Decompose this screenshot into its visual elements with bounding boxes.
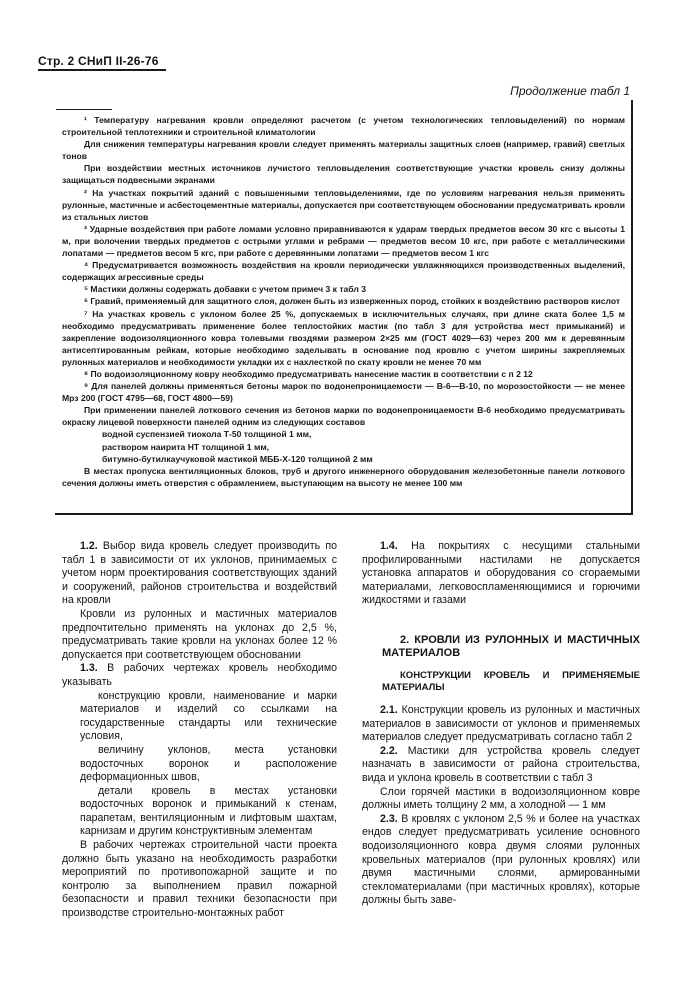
clause-1-3-text-2: В рабочих чертежах строительной части проекта должно быть указано на необходимость разработки мероприятий по противопожарной защите и по контролю за выполнением правил пожарной безопасности и правил техники безопасности при производстве строительно-монтажных работ — [62, 839, 337, 920]
clause-2-2 — [362, 745, 640, 786]
section-title: 2. КРОВЛИ ИЗ РУЛОННЫХ И МАСТИЧНЫХ МАТЕРИАЛОВ — [382, 633, 640, 659]
clause-1-2 — [62, 540, 337, 608]
footnote-5: ⁵ Мастики должны содержать добавки с учетом примеч 3 к табл 3 — [84, 284, 367, 295]
footnote-9-text-3: В местах пропуска вентиляционных блоков, труб и другого инженерного оборудования железобетонные панели лоткового сечения должны иметь отверстия с обрамлением, выступающим на высоту не менее 100 мм — [62, 465, 625, 488]
list-item: детали кровель в местах установки водосточных воронок и примыканий к стенам, парапетам, вентиляционным и лифтовым шахтам, карнизам и другим конструктивным элементам — [80, 784, 337, 838]
footnote-rule — [56, 109, 112, 110]
left-column — [62, 540, 337, 921]
right-column — [362, 540, 640, 908]
clause-number: 2.1. — [380, 703, 398, 716]
clause-number: 1.2. — [80, 540, 98, 552]
body-columns — [50, 540, 640, 980]
footnote-7: ⁷ На участках кровель с уклоном более 25 %, допускаемых в исключительных случаях, при длине ската более 1,5 м необходимо предусматривать применение более теплостойких мастик (по табл 3 для устройства мест примыканий) и закрепление водоизоляционного ковра толевыми гвоздями размером 2×25 мм (ГОСТ 4029—63) через 200 мм к деревянным антисептированным рейкам, которые необходимо заделывать в основание под кровлю с учетом ширины закрепляемых рулонных материалов и необходимости укладки их с нахлесткой по скату кровли не менее 70 мм — [62, 308, 625, 367]
footnote-6: ⁶ Гравий, применяемый для защитного слоя, должен быть из изверженных пород, стойких к воздействию растворов кислот — [84, 296, 621, 307]
clause-2-1 — [362, 704, 640, 745]
list-item: конструкцию кровли, наименование и марки материалов и изделий со ссылками на государственные стандарты или технические условия, — [80, 689, 337, 743]
clause-text: Мастики для устройства кровель следует назначать в зависимости от района строительства, вида и уклона кровель в соответствии с табл 3 — [362, 744, 640, 784]
clause-text: В рабочих чертежах кровель необходимо указывать — [62, 662, 337, 688]
clause-1-4 — [362, 540, 640, 608]
clause-text: Выбор вида кровель следует производить по табл 1 в зависимости от их уклонов, принимаемых с учетом норм проектирования соответствующих зданий и сооружений, районов строительства и воздействий на кровли — [62, 540, 337, 607]
footnote-3: ³ Ударные воздействия при работе ломами условно приравниваются к ударам твердых предметов весом 30 кгс с высоты 1 м, при волочении твердых предметов с острыми углами и ребрами — предметов весом 10 кгс, при работе с металлическими лопатами — предметов весом 5 кгс, при работе с деревянными лопатами — предметов весом 1 кгс — [62, 223, 625, 259]
footnote-4: ⁴ Предусматривается возможность воздействия на кровли периодически увлажняющихся производственных выделений, содержащих агрессивные среды — [62, 260, 625, 283]
clause-number: 1.3. — [80, 662, 98, 675]
footnote-2: ² На участках покрытий зданий с повышенными тепловыделениями, где по условиям нагревания нельзя применять рулонные, мастичные и асбестоцементные материалы, допускается при соответствующем обосновании предусматривать кровли из стальных листов — [62, 187, 625, 222]
table-footnotes — [62, 114, 625, 489]
table-continuation-label: Продолжение табл 1 — [510, 84, 630, 98]
page-header: Стр. 2 СНиП II-26-76 — [38, 54, 159, 68]
clause-2-2-text-2: Слои горячей мастики в водоизоляционном ковре должны иметь толщину 2 мм, а холодной — 1 мм — [362, 785, 640, 812]
footnote-9: ⁹ Для панелей должны применяться бетоны марок по водонепроницаемости — В-6—В-10, по морозостойкости — не менее Мрз 200 (ГОСТ 4795—68, ГОСТ 4800—59) — [62, 381, 625, 404]
footnote-9-option-1: водной суспензией тиокола Т-50 толщиной 1 мм, — [102, 429, 312, 440]
list-item: величину уклонов, места установки водосточных воронок и расположение деформационных швов, — [80, 743, 337, 784]
footnote-1-text-2: Для снижения температуры нагревания кровли следует применять материалы защитных слоев (например, гравий) светлых тонов — [62, 139, 625, 162]
footnote-1: ¹ Температуру нагревания кровли определяют расчетом (с учетом технологических тепловыделений) по нормам строительной теплотехники и строительной климатологии — [62, 115, 625, 138]
footnote-8: ⁸ По водоизоляционному ковру необходимо предусматривать нанесение мастик в соответствии с п 2 12 — [84, 368, 533, 379]
header-underline — [38, 69, 166, 71]
clause-1-2-text-2: Кровли из рулонных и мастичных материалов предпочтительно применять на уклонах до 2,5 %, предусматривать такие кровли на уклонах более 12 % допускается при соответствующем обосновании — [62, 607, 337, 661]
footnote-1-text-3: При воздействии местных источников лучистого тепловыделения соответствующие участки кровель снизу должны защищаться подвесными экранами — [62, 163, 625, 186]
clause-text: На покрытиях с несущими стальными профилированными настилами не допускается установка аппаратов и оборудования со сгораемыми материалами, легковоспламеняющимися и горючими жидкостями и газами — [362, 540, 640, 607]
subsection-title: КОНСТРУКЦИИ КРОВЕЛЬ И ПРИМЕНЯЕМЫЕ МАТЕРИАЛЫ — [382, 669, 640, 693]
clause-text: В кровлях с уклоном 2,5 % и более на участках ендов следует предусматривать усиление основного водоизоляционного ковра двумя слоями рулонных кровельных материалов (при рулонных кровлях) или двумя мастичными слоями, армированными стекломатериалами (при мастичных кровлях), которые должны быть заве- — [362, 812, 640, 907]
clause-number: 1.4. — [380, 540, 398, 552]
clause-number: 2.3. — [380, 812, 398, 825]
footnote-9-option-2: раствором наирита НТ толщиной 1 мм, — [102, 441, 270, 452]
footnote-9-option-3: битумно-бутилкаучуковой мастикой МББ-Х-120 толщиной 2 мм — [102, 453, 373, 464]
clause-text: Конструкции кровель из рулонных и мастичных материалов в зависимости от уклонов и применяемых материалов следует предусматривать согласно табл 2 — [362, 703, 640, 744]
clause-2-3 — [362, 813, 640, 908]
clause-number: 2.2. — [380, 744, 398, 757]
clause-1-3 — [62, 662, 337, 689]
footnote-9-text-2: При применении панелей лоткового сечения из бетонов марки по водонепроницаемости В-6 необходимо предусматривать окраску лицевой поверхности панелей одним из следующих составов — [62, 405, 625, 428]
